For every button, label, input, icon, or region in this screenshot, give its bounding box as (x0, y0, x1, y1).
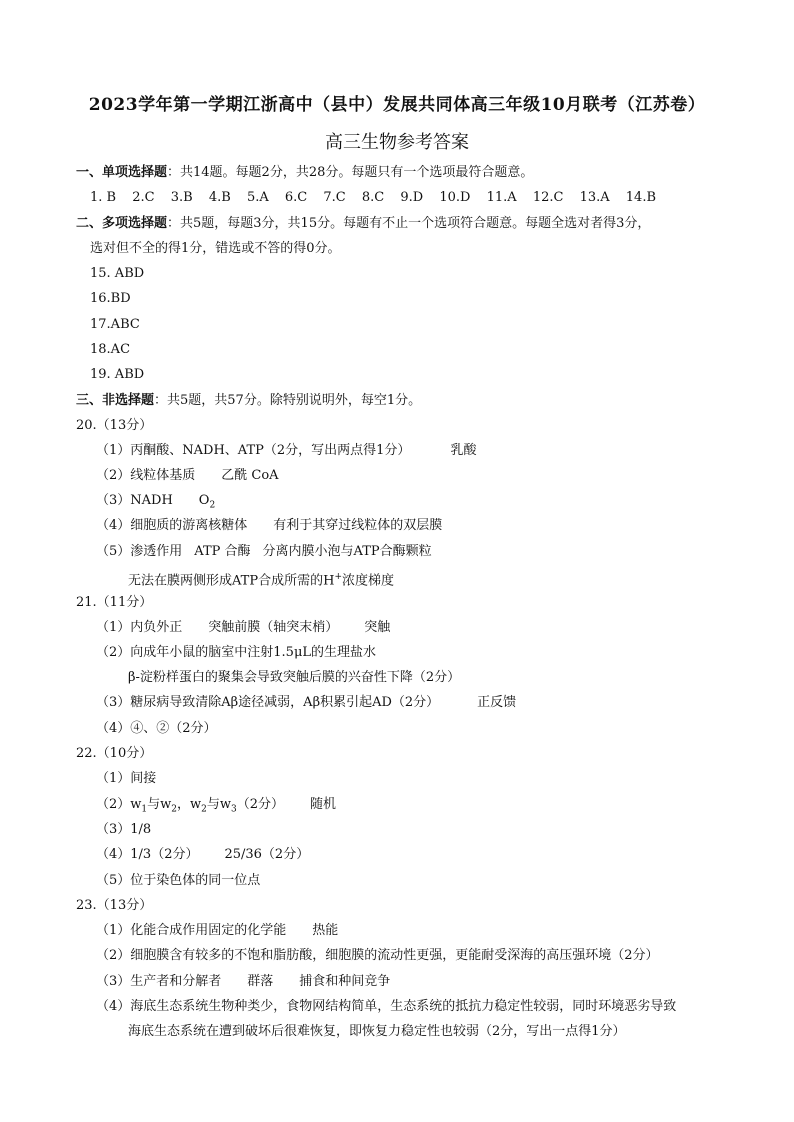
q20-part4 (96, 517, 442, 535)
q21-part2-cont: β-淀粉样蛋白的聚集会导致突触后膜的兴奋性下降（2分） (128, 670, 461, 685)
q20-part3 (96, 492, 215, 515)
document-subtitle: 高三生物参考答案 (325, 132, 469, 153)
answer-9: 9.D (400, 190, 424, 205)
q23-part4: （4）海底生态系统生物种类少，食物网结构简单，生态系统的抵抗力稳定性较弱，同时环境恶劣导致 (96, 999, 677, 1014)
answer-1: 1. B (90, 190, 117, 205)
q21-part3 (96, 694, 516, 712)
answer-2: 2.C (132, 190, 155, 205)
q23-part1-answer-b: 热能 (312, 923, 339, 938)
q22-part2 (96, 796, 336, 819)
q21-part1-answer-b: 突触前膜（轴突末梢） (208, 620, 339, 635)
q20-part5-cont-text-end: 浓度梯度 (341, 573, 394, 589)
answer-4: 4.B (208, 190, 231, 205)
answer-17: 17.ABC (90, 317, 140, 332)
q22-part3: （3）1/8 (96, 822, 152, 837)
q20-part3-answer-a: （3）NADH (96, 493, 173, 508)
q21-label: 21.（11分） (76, 595, 153, 610)
w-subscript: 1 (141, 804, 148, 815)
q22-part2-score: （2分） (236, 797, 285, 812)
q22-part2-answer-b: 随机 (310, 797, 337, 812)
q20-part5-answer-b: ATP 合酶 (194, 544, 251, 559)
section2-header (76, 215, 650, 233)
answer-16: 16.BD (90, 291, 131, 306)
q22-part4-answer-a: （4）1/3（2分） (96, 847, 199, 862)
section2-description-cont: 选对但不全的得1分，错选或不答的得0分。 (90, 241, 341, 256)
answer-5: 5.A (246, 190, 269, 205)
q20-part2-answer-b: 乙酰 CoA (221, 468, 279, 483)
oxygen-symbol: O (198, 493, 210, 508)
q23-part3-answer-a: （3）生产者和分解者 (96, 974, 222, 989)
w-subscript: 3 (231, 804, 237, 815)
answer-6: 6.C (284, 190, 308, 205)
q22-part2-text: （2）w (96, 797, 142, 812)
q23-part3 (96, 973, 390, 991)
w-subscript: 2 (171, 804, 178, 815)
q22-part1: （1）间接 (96, 771, 157, 786)
q21-part1 (96, 619, 390, 637)
q21-part1-answer-c: 突触 (364, 620, 391, 635)
answer-15: 15. ABD (90, 266, 145, 281)
q22-part2-text: 与w (206, 797, 232, 812)
q23-part3-answer-c: 捕食和种间竞争 (299, 974, 391, 989)
section2-heading: 二、多项选择题 (76, 216, 168, 231)
document-title: 2023学年第一学期江浙高中（县中）发展共同体高三年级10月联考（江苏卷） (88, 95, 706, 115)
answer-13: 13.A (579, 190, 610, 205)
q21-part3-answer-b: 正反馈 (477, 695, 517, 710)
q20-part1-answer-a: （1）丙酮酸、NADH、ATP（2分，写出两点得1分） (96, 443, 411, 458)
q20-part4-answer-b: 有利于其穿过线粒体的双层膜 (273, 518, 443, 533)
q20-part2-answer-a: （2）线粒体基质 (96, 468, 196, 483)
q21-part4: （4）④、②（2分） (96, 721, 217, 736)
section1-heading: 一、单项选择题 (76, 165, 168, 180)
q23-part1 (96, 922, 338, 940)
section1-header (76, 164, 533, 182)
q22-part5: （5）位于染色体的同一位点 (96, 873, 261, 888)
q21-part2: （2）向成年小鼠的脑室中注射1.5μL的生理盐水 (96, 645, 377, 660)
q20-part5-cont-text: 无法在膜两侧形成ATP合成所需的H (128, 573, 335, 589)
q22-part2-text: 与w (147, 797, 172, 812)
section3-header (76, 392, 421, 410)
section3-heading: 三、非选择题 (76, 393, 155, 408)
q20-part4-answer-a: （4）细胞质的游离核糖体 (96, 518, 248, 533)
q21-part1-answer-a: （1）内负外正 (96, 620, 183, 635)
q23-part3-answer-b: 群落 (247, 974, 274, 989)
answer-3: 3.B (170, 190, 193, 205)
answer-8: 8.C (361, 190, 385, 205)
answer-12: 12.C (532, 190, 564, 205)
q20-part3-answer-b (198, 493, 216, 511)
q23-part4-cont: 海底生态系统在遭到破坏后很难恢复，即恢复力稳定性也较弱（2分，写出一点得1分） (128, 1024, 626, 1039)
q20-part1 (96, 442, 476, 460)
q22-part4 (96, 846, 309, 864)
w-subscript: 2 (201, 804, 207, 815)
q22-part4-answer-b: 25/36（2分） (224, 847, 310, 862)
oxygen-subscript: 2 (209, 500, 216, 511)
q20-part5-answer-c: 分离内膜小泡与ATP合酶颗粒 (262, 544, 432, 559)
q22-label: 22.（10分） (76, 746, 153, 761)
q20-label: 20.（13分） (76, 418, 153, 433)
section2-description: ：共5题，每题3分，共15分。每题有不止一个选项符合题意。每题全选对者得3分， (167, 216, 651, 231)
answer-14: 14.B (625, 190, 657, 205)
section1-answer-row (90, 189, 668, 207)
q22-part2-text: ，w (177, 797, 202, 812)
q20-part2 (96, 467, 279, 485)
answer-19: 19. ABD (90, 367, 145, 382)
q23-part2: （2）细胞膜含有较多的不饱和脂肪酸，细胞膜的流动性更强，更能耐受深海的高压强环境（2分） (96, 948, 659, 963)
hydrogen-superscript: + (334, 572, 342, 582)
q23-label: 23.（13分） (76, 898, 153, 913)
section3-description: ：共5题，共57分。除特别说明外，每空1分。 (154, 393, 422, 408)
q20-part5-cont (128, 568, 394, 590)
answer-7: 7.C (323, 190, 346, 205)
section1-description: ：共14题。每题2分，共28分。每题只有一个选项最符合题意。 (167, 165, 534, 180)
answer-18: 18.AC (90, 342, 131, 357)
q20-part5-answer-a: （5）渗透作用 (96, 544, 183, 559)
q20-part1-answer-b: 乳酸 (450, 443, 477, 458)
q20-part5 (96, 543, 432, 561)
q21-part3-answer-a: （3）糖尿病导致清除Aβ途径减弱，Aβ积累引起AD（2分） (96, 695, 440, 710)
q23-part1-answer-a: （1）化能合成作用固定的化学能 (96, 923, 287, 938)
answer-10: 10.D (439, 190, 471, 205)
answer-11: 11.A (486, 190, 517, 205)
